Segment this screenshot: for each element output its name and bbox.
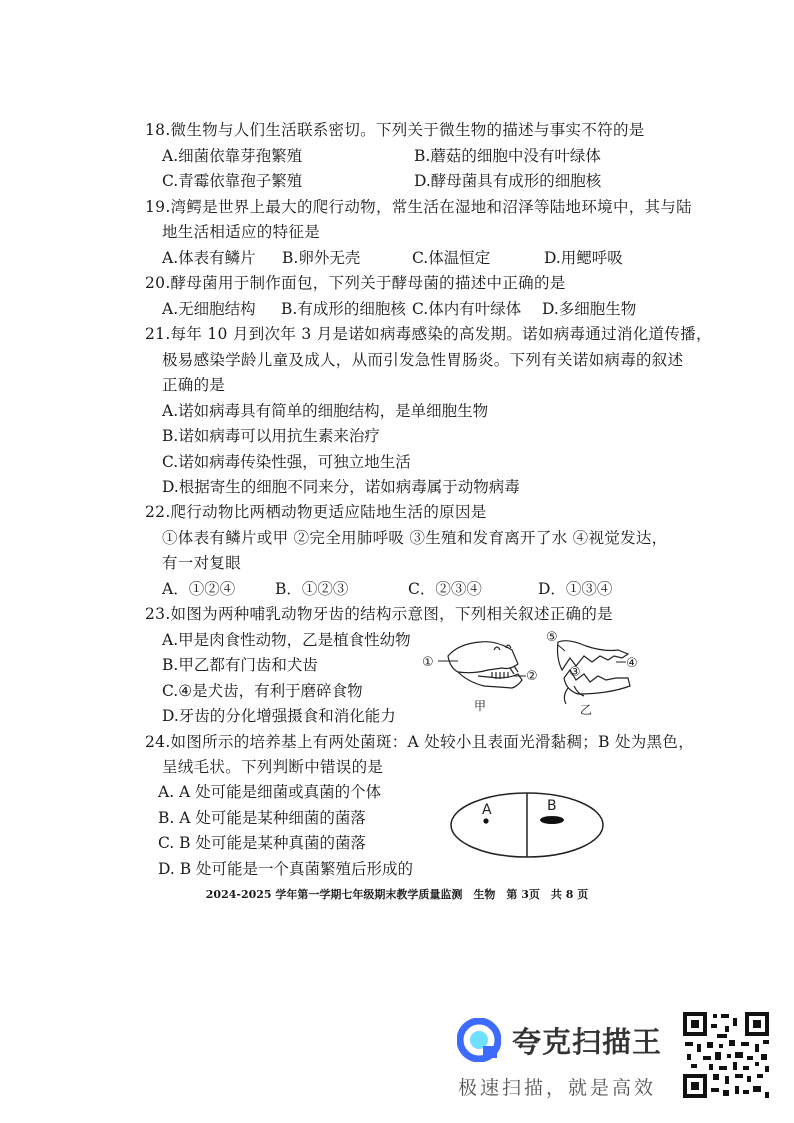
q19-option-d: D.用鳃呼吸 [544, 249, 623, 267]
q21-option-a: A.诺如病毒具有简单的细胞结构，是单细胞生物 [162, 402, 489, 420]
q21-stem-line3: 正确的是 [162, 376, 226, 394]
colony-a [483, 818, 488, 823]
q23-option-a: A.甲是肉食性动物，乙是植食性幼物 [162, 631, 411, 649]
q19-option-c: C.体温恒定 [412, 249, 491, 267]
logo-tail [483, 1046, 497, 1058]
q19-option-a: A.体表有鳞片 [162, 249, 256, 267]
q21-stem-line1: 21.每年 10 月到次年 3 月是诺如病毒感染的高发期。诺如病毒通过消化道传播， [145, 325, 712, 343]
qr-code-icon [681, 1010, 771, 1100]
q19-option-b: B.卵外无壳 [282, 249, 361, 267]
brand-name: 夸克扫描王 [512, 1025, 663, 1059]
scanner-watermark [452, 1010, 682, 1105]
label-5: ⑤ [546, 630, 558, 645]
q22-stem: 22.爬行动物比两栖动物更适应陆地生活的原因是 [145, 503, 487, 521]
q22-statements-line1: ①体表有鳞片或甲 ②完全用肺呼吸 ③生殖和发育离开了水 ④视觉发达， [162, 529, 668, 547]
brand-logo-icon [457, 1018, 501, 1062]
label-colony-b: B [547, 798, 557, 814]
label-1: ① [422, 655, 434, 670]
q24-stem-line1: 24.如图所示的培养基上有两处菌斑：A 处较小且表面光滑黏稠；B 处为黑色， [145, 733, 694, 751]
q20-stem: 20.酵母菌用于制作面包，下列关于酵母菌的描述中正确的是 [145, 274, 566, 292]
q21-option-b: B.诺如病毒可以用抗生素来治疗 [162, 427, 380, 445]
q22-option-a: A．①②④ [162, 580, 236, 598]
q24-option-d: D. B 处可能是一个真菌繁殖后形成的 [158, 860, 414, 878]
colony-b [540, 816, 564, 824]
petri-dish-diagram [448, 790, 606, 860]
herbivore-skull [448, 642, 522, 688]
label-4: ④ [626, 656, 638, 671]
teeth-diagram [418, 628, 658, 722]
q22-option-c: C．②③④ [408, 580, 482, 598]
q18-option-b: B.蘑菇的细胞中没有叶绿体 [414, 147, 601, 165]
label-2: ② [526, 669, 538, 684]
q19-stem-line1: 19.湾鳄是世界上最大的爬行动物，常生活在湿地和沼泽等陆地环境中，其与陆 [145, 198, 692, 216]
q20-option-c: C.体内有叶绿体 [412, 300, 522, 318]
q18-option-a: A.细菌依靠芽孢繁殖 [162, 147, 303, 165]
brand-slogan: 极速扫描，就是高效 [458, 1077, 657, 1099]
q19-stem-line2: 地生活相适应的特征是 [162, 223, 321, 241]
pointer-5 [558, 645, 565, 651]
label-3: ③ [569, 665, 581, 680]
q21-option-c: C.诺如病毒传染性强，可独立地生活 [162, 453, 411, 471]
q20-option-b: B.有成形的细胞核 [281, 300, 406, 318]
q23-option-b: B.甲乙都有门齿和犬齿 [162, 656, 318, 674]
label-jia: 甲 [474, 699, 487, 713]
q22-statements-line2: 有一对复眼 [162, 554, 242, 572]
q18-option-d: D.酵母菌具有成形的细胞核 [414, 172, 602, 190]
q22-option-b: B．①②③ [275, 580, 349, 598]
page-footer: 2024-2025 学年第一学期七年级期末教学质量监测 生物 第 3页 共 8 页 [205, 888, 589, 901]
q20-option-a: A.无细胞结构 [162, 300, 256, 318]
q24-option-c: C. B 处可能是某种真菌的菌落 [158, 834, 366, 852]
q24-option-b: B. A 处可能是某种细菌的菌落 [158, 809, 366, 827]
q21-stem-line2: 极易感染学龄儿童及成人，从而引发急性胃肠炎。下列有关诺如病毒的叙述 [162, 351, 684, 369]
q24-stem-line2: 呈绒毛状。下列判断中错误的是 [162, 758, 384, 776]
q21-option-d: D.根据寄生的细胞不同来分，诺如病毒属于动物病毒 [162, 478, 520, 496]
q24-option-a: A. A 处可能是细菌或真菌的个体 [158, 783, 382, 801]
q23-option-d: D.牙齿的分化增强摄食和消化能力 [162, 707, 396, 725]
label-yi: 乙 [580, 703, 593, 717]
q23-stem: 23.如图为两种哺乳动物牙齿的结构示意图，下列相关叙述正确的是 [145, 605, 613, 623]
q20-option-d: D.多细胞生物 [542, 300, 637, 318]
q22-option-d: D．①③④ [538, 580, 613, 598]
label-colony-a: A [482, 802, 492, 818]
q18-stem: 18.微生物与人们生活联系密切。下列关于微生物的描述与事实不符的是 [145, 121, 645, 139]
q23-option-c: C.④是犬齿，有利于磨碎食物 [162, 682, 363, 700]
q18-option-c: C.青霉依靠孢子繁殖 [162, 172, 303, 190]
